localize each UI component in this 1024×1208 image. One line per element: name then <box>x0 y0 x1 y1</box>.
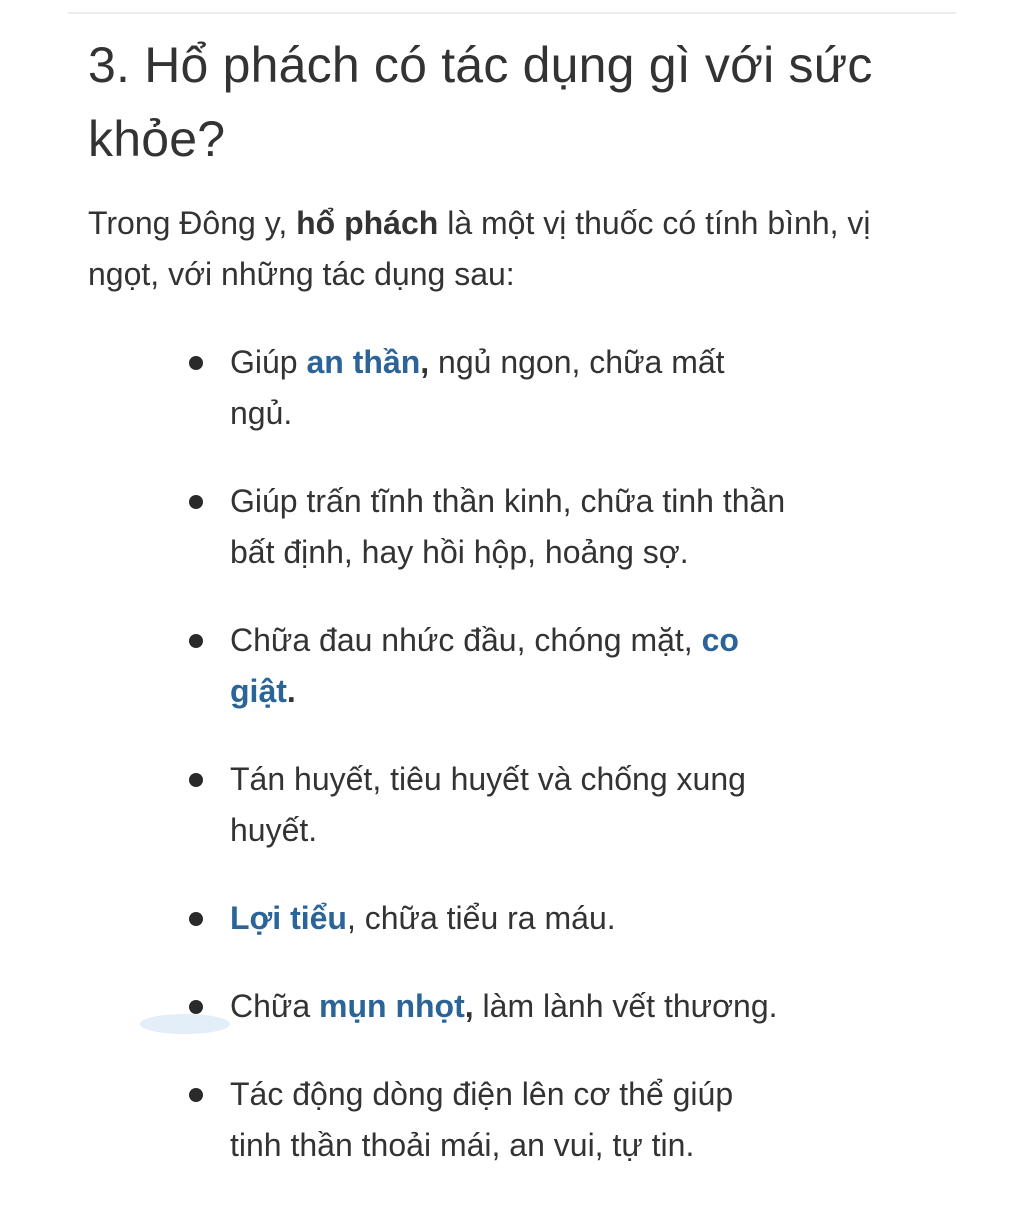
keyword-link-mun-nhot[interactable]: mụn nhọt <box>319 988 465 1024</box>
item-text: Chữa <box>230 988 320 1024</box>
item-text: làm lành vết thương. <box>473 988 778 1024</box>
bullet-dot <box>189 495 203 509</box>
list-item <box>88 1069 790 1171</box>
partial-image-edge <box>140 1014 230 1034</box>
intro-paragraph <box>88 198 938 300</box>
list-item <box>88 476 790 578</box>
intro-text-before: Trong Đông y, <box>88 205 297 241</box>
keyword-link-an-than[interactable]: an thần <box>306 344 421 380</box>
keyword-link-co-giat[interactable]: co giật <box>230 622 739 709</box>
bullet-dot <box>189 634 203 648</box>
list-item <box>88 615 790 717</box>
keyword-link-loi-tieu[interactable]: Lợi tiểu <box>230 900 347 936</box>
section-heading: 3. Hổ phách có tác dụng gì với sức khỏe? <box>88 37 873 167</box>
intro-text-after: là một vị thuốc có tính bình, vị ngọt, với những tác dụng sau: <box>88 205 871 292</box>
item-text: Tán huyết, tiêu huyết và chống xung huyết. <box>230 761 746 848</box>
item-text: Giúp <box>230 344 307 380</box>
bullet-dot <box>189 1088 203 1102</box>
top-divider <box>68 12 956 14</box>
item-bold-punct: . <box>286 673 296 709</box>
bullet-dot <box>189 1000 203 1014</box>
list-item <box>88 337 790 439</box>
item-text: ngủ ngon, chữa mất ngủ. <box>230 344 725 431</box>
list-item <box>88 893 790 944</box>
item-bold-punct: , <box>464 988 474 1024</box>
benefit-list <box>88 337 948 1171</box>
list-item <box>88 754 790 856</box>
bullet-dot <box>189 912 203 926</box>
item-bold-punct: , <box>420 344 430 380</box>
item-text: , chữa tiểu ra máu. <box>346 900 616 936</box>
bullet-dot <box>189 356 203 370</box>
item-text: Tác động dòng điện lên cơ thể giúp tinh thần thoải mái, an vui, tự tin. <box>230 1076 734 1163</box>
bullet-dot <box>189 773 203 787</box>
item-text: Chữa đau nhức đầu, chóng mặt, <box>230 622 702 658</box>
item-text: Giúp trấn tĩnh thần kinh, chữa tinh thần bất định, hay hồi hộp, hoảng sợ. <box>230 483 786 570</box>
intro-bold-term: hổ phách <box>296 205 439 241</box>
